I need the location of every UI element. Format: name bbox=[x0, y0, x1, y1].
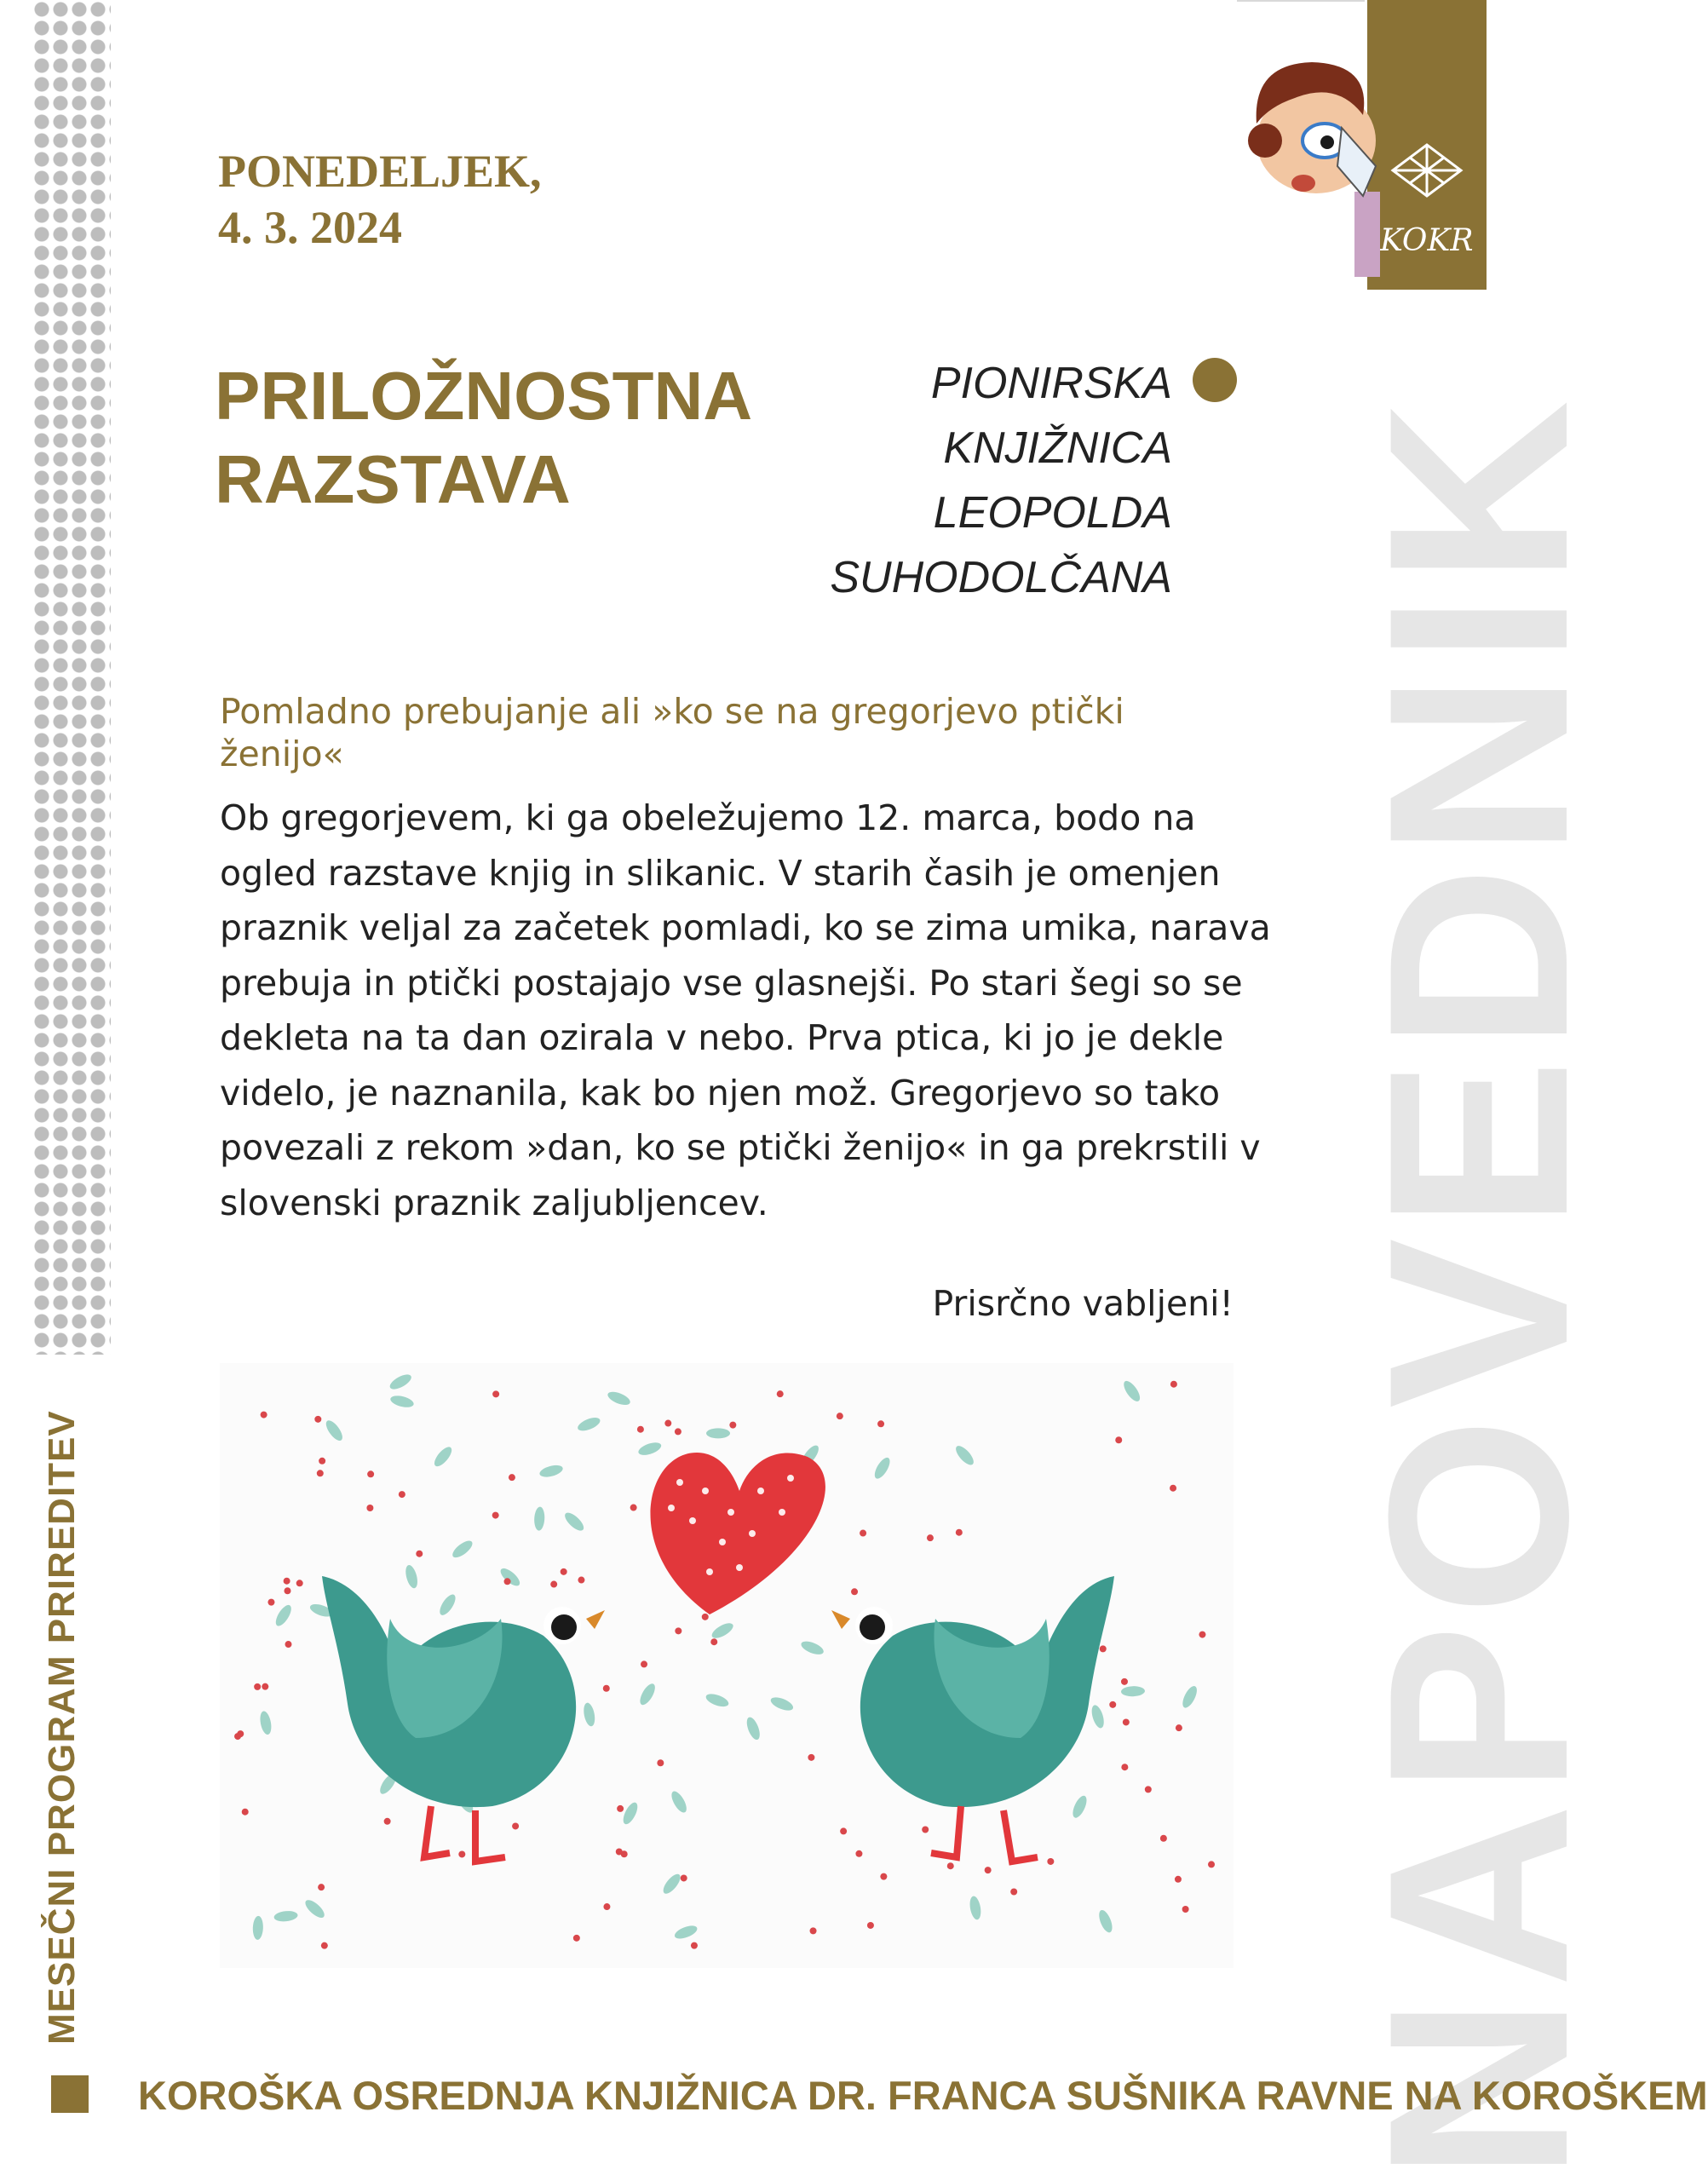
dot-mark bbox=[927, 1534, 934, 1541]
dot-mark bbox=[504, 1578, 511, 1585]
dot-mark bbox=[237, 1730, 244, 1737]
dotted-column-decoration bbox=[32, 0, 111, 1355]
dot-mark bbox=[641, 1660, 647, 1667]
monthly-program-label: MESEČNI PROGRAM PRIREDITEV bbox=[41, 1410, 83, 2045]
dot-mark bbox=[630, 1505, 637, 1511]
dot-mark bbox=[1100, 1645, 1107, 1652]
header-separator-line bbox=[1237, 0, 1365, 2]
dot-mark bbox=[867, 1922, 874, 1929]
dot-mark bbox=[578, 1577, 584, 1584]
dot-mark bbox=[855, 1850, 862, 1857]
dot-mark bbox=[675, 1428, 681, 1435]
event-subtitle: Pomladno prebujanje ali »ko se na gregorjevo ptički ženijo« bbox=[220, 691, 1124, 774]
gold-circle-bullet-icon bbox=[1193, 358, 1237, 402]
library-book-logo-icon bbox=[1376, 128, 1478, 213]
dot-mark bbox=[317, 1470, 324, 1476]
dot-mark bbox=[1145, 1786, 1152, 1793]
dot-mark bbox=[509, 1474, 515, 1481]
event-description bbox=[220, 791, 1285, 1230]
dot-mark bbox=[1115, 1436, 1122, 1443]
dot-mark bbox=[637, 1426, 644, 1433]
dot-mark bbox=[710, 1638, 717, 1645]
dot-mark bbox=[664, 1420, 671, 1427]
dot-mark bbox=[458, 1850, 465, 1857]
dot-mark bbox=[561, 1568, 567, 1575]
dot-mark bbox=[492, 1390, 499, 1397]
venue-line2: KNJIŽNICA bbox=[943, 423, 1172, 473]
dot-mark bbox=[877, 1420, 884, 1427]
dot-mark bbox=[837, 1413, 843, 1419]
birds-heart-illustration bbox=[220, 1363, 1234, 1968]
dot-mark bbox=[261, 1412, 267, 1419]
dot-mark bbox=[1208, 1861, 1215, 1867]
dot-mark bbox=[956, 1529, 963, 1536]
dot-mark bbox=[285, 1641, 291, 1648]
dot-mark bbox=[1199, 1631, 1205, 1638]
dot-mark bbox=[1175, 1876, 1182, 1883]
dot-mark bbox=[296, 1580, 303, 1586]
event-date-value: 4. 3. 2024 bbox=[218, 202, 402, 253]
dot-mark bbox=[675, 1627, 681, 1634]
dot-mark bbox=[366, 1505, 373, 1511]
dot-mark bbox=[1047, 1858, 1054, 1865]
dot-mark bbox=[603, 1903, 610, 1910]
dot-mark bbox=[702, 1614, 709, 1620]
dot-mark bbox=[657, 1759, 664, 1766]
dot-mark bbox=[616, 1848, 623, 1855]
dot-mark bbox=[1123, 1718, 1130, 1725]
dot-mark bbox=[1170, 1485, 1176, 1492]
dot-mark bbox=[416, 1551, 423, 1557]
dot-mark bbox=[808, 1754, 814, 1761]
dot-mark bbox=[314, 1416, 321, 1423]
dot-mark bbox=[851, 1588, 858, 1595]
venue-line1: PIONIRSKA bbox=[930, 359, 1172, 408]
dot-mark bbox=[603, 1685, 610, 1692]
dot-mark bbox=[1176, 1724, 1182, 1731]
event-date bbox=[218, 143, 542, 256]
dot-mark bbox=[985, 1867, 992, 1873]
dot-mark bbox=[512, 1822, 519, 1829]
dot-mark bbox=[617, 1805, 624, 1812]
description-paragraph: Ob gregorjevem, ki ga obeležujemo 12. marca, bodo na ogled razstave knjig in slikanic. V starih časih je omenjen praznik veljal za začetek pomladi, ko se zima umika, narava prebuja in ptički postajajo vse glasnejši. Po stari šegi so se dekleta na ta dan ozirala v nebo. Prva ptica, ki jo je dekle videlo, je naznanila, kak bo njen mož. Gregorjevo so tako povezali z rekom »dan, ko se ptički ženijo« in ga prekrstili v slovenski praznik zaljubljencev. bbox=[220, 797, 1271, 1223]
dot-mark bbox=[860, 1530, 866, 1537]
dot-mark bbox=[691, 1942, 698, 1949]
dot-mark bbox=[550, 1581, 557, 1588]
dot-mark bbox=[367, 1470, 374, 1477]
venue-name bbox=[830, 351, 1172, 610]
dot-mark bbox=[1121, 1678, 1128, 1685]
dot-mark bbox=[284, 1578, 290, 1585]
venue-line3: LEOPOLDA bbox=[933, 488, 1172, 538]
dot-mark bbox=[840, 1827, 847, 1834]
watermark-napovednik: NAPOVEDNIK bbox=[1335, 391, 1621, 2181]
dot-mark bbox=[1182, 1906, 1189, 1913]
dot-mark bbox=[321, 1942, 328, 1949]
dot-mark bbox=[262, 1683, 268, 1690]
cartoon-reader-mascot-icon bbox=[1235, 47, 1380, 277]
dot-mark bbox=[242, 1809, 249, 1816]
dot-mark bbox=[880, 1873, 887, 1880]
footer-bullet-square bbox=[51, 2075, 89, 2113]
leaf-mark bbox=[706, 1428, 730, 1438]
dot-mark bbox=[1170, 1381, 1177, 1388]
dot-mark bbox=[681, 1874, 687, 1881]
dot-mark bbox=[1109, 1701, 1116, 1708]
dot-mark bbox=[267, 1599, 274, 1606]
dot-mark bbox=[254, 1683, 261, 1690]
event-title-line1: PRILOŽNOSTNA bbox=[215, 358, 753, 434]
dot-mark bbox=[492, 1512, 499, 1519]
dot-mark bbox=[1121, 1764, 1128, 1770]
event-title-line2: RAZSTAVA bbox=[215, 441, 571, 517]
dot-mark bbox=[922, 1826, 929, 1833]
venue-line4: SUHODOLČANA bbox=[830, 553, 1172, 602]
dot-mark bbox=[573, 1935, 580, 1942]
event-weekday: PONEDELJEK, bbox=[218, 146, 542, 197]
dot-mark bbox=[810, 1927, 817, 1934]
dot-mark bbox=[284, 1587, 290, 1594]
dot-mark bbox=[1160, 1835, 1167, 1842]
logo-text: KOKR bbox=[1380, 223, 1474, 258]
dot-mark bbox=[319, 1458, 325, 1465]
footer-organization: KOROŠKA OSREDNJA KNJIŽNICA DR. FRANCA SUŠNIKA RAVNE NA KOROŠKEM bbox=[138, 2073, 1708, 2118]
dot-mark bbox=[399, 1491, 405, 1498]
event-title bbox=[215, 354, 752, 521]
dot-mark bbox=[729, 1422, 736, 1429]
dot-mark bbox=[777, 1390, 784, 1397]
dot-mark bbox=[1010, 1888, 1017, 1895]
invitation-text: Prisrčno vabljeni! bbox=[932, 1283, 1234, 1324]
dot-mark bbox=[318, 1884, 325, 1890]
dot-mark bbox=[384, 1818, 391, 1825]
dot-mark bbox=[947, 1862, 954, 1869]
